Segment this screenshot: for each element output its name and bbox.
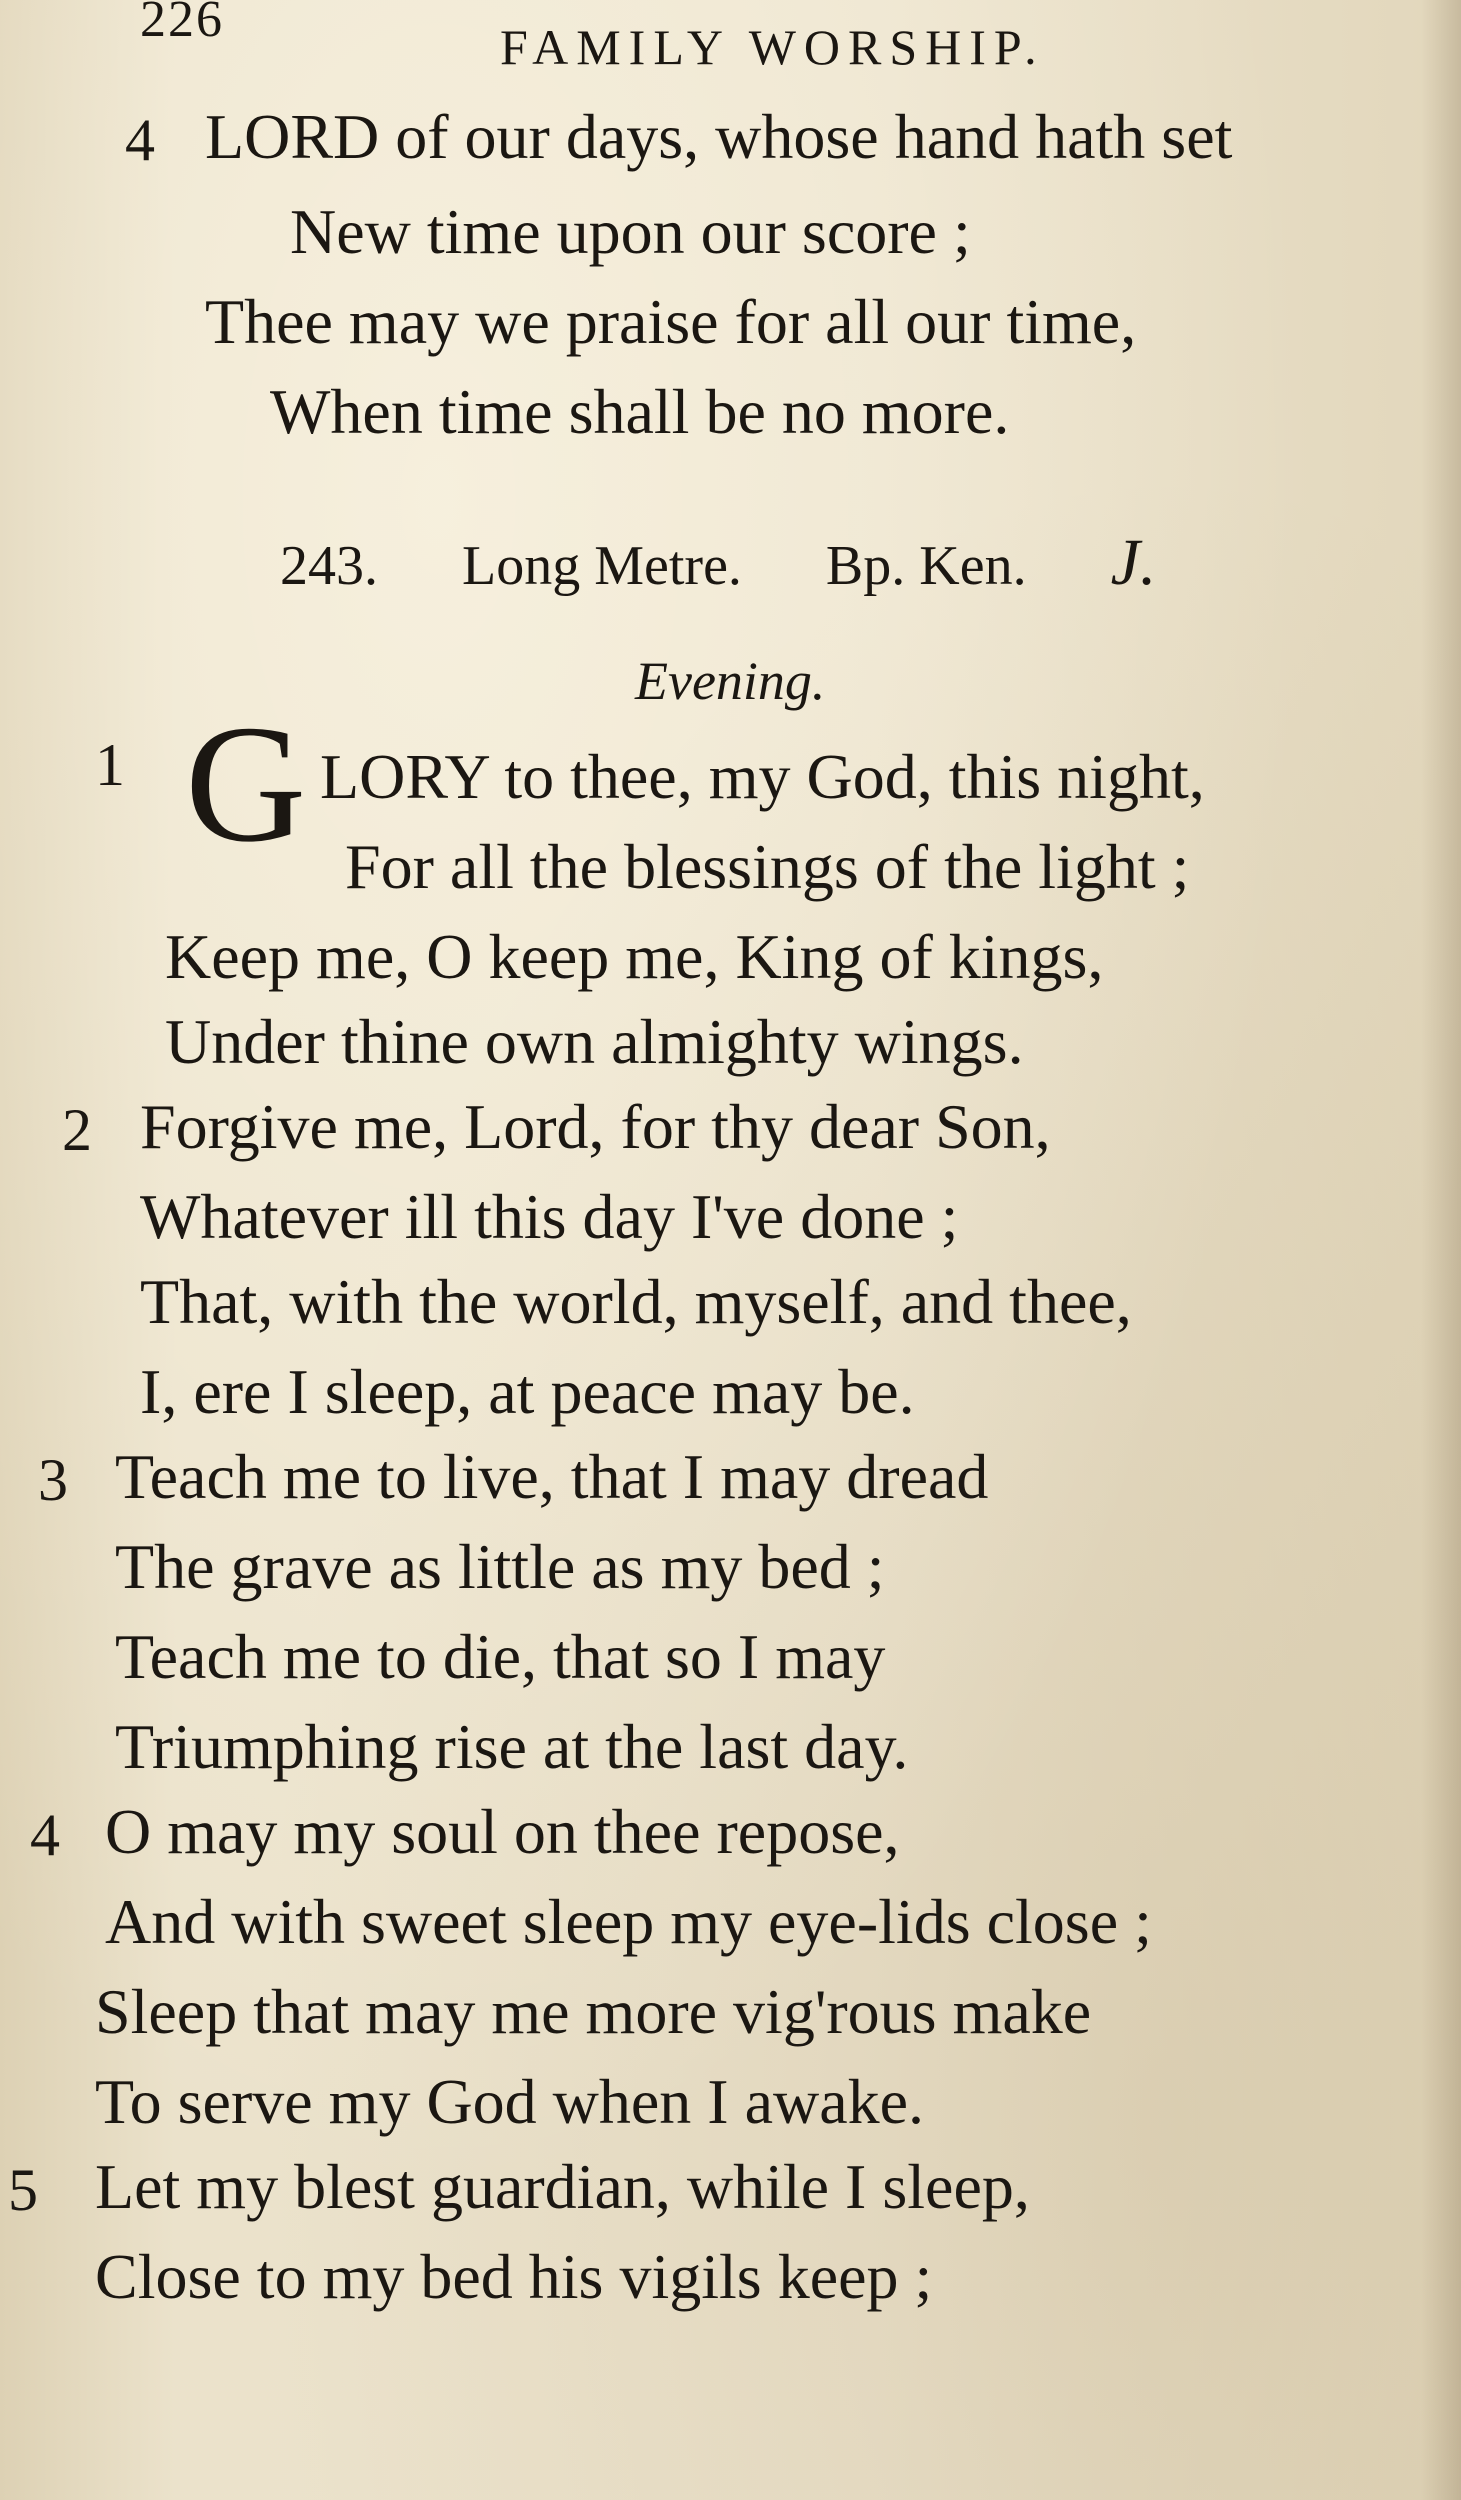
stanza-number: 2 — [62, 1097, 92, 1163]
verse-line: Teach me to die, that so I may — [115, 1621, 886, 1692]
verse-line: Triumphing rise at the last day. — [115, 1711, 909, 1782]
verse-line: Under thine own almighty wings. — [165, 1006, 1024, 1077]
stanza-number: 4 — [125, 107, 155, 173]
hymn-subtitle: Evening. — [635, 651, 826, 711]
stanza-number: 3 — [38, 1447, 68, 1513]
hymn-author: Bp. Ken. — [825, 535, 1027, 597]
verse-line: Close to my bed his vigils keep ; — [95, 2241, 933, 2312]
verse-line: O may my soul on thee repose, — [105, 1796, 900, 1867]
verse-line: Keep me, O keep me, King of kings, — [165, 921, 1104, 992]
stanza-number: 4 — [30, 1802, 60, 1868]
verse-line: New time upon our score ; — [290, 196, 971, 267]
verse-line: That, with the world, myself, and thee, — [140, 1266, 1132, 1337]
verse-line: For all the blessings of the light ; — [345, 831, 1190, 902]
verse-line: When time shall be no more. — [270, 376, 1010, 447]
verse-line: Thee may we praise for all our time, — [205, 286, 1137, 357]
verse-line: LORD of our days, whose hand hath set — [205, 101, 1233, 172]
hymn-metre: Long Metre. — [462, 535, 742, 597]
verse-line: Whatever ill this day I've done ; — [140, 1181, 959, 1252]
hymn-mark: J. — [1110, 526, 1157, 599]
verse-line: I, ere I sleep, at peace may be. — [140, 1356, 915, 1427]
drop-cap: G — [185, 691, 307, 877]
hymn-number: 243. — [280, 535, 378, 597]
page-number: 226 — [140, 0, 224, 48]
stanza-number: 1 — [95, 732, 125, 798]
verse-line: And with sweet sleep my eye-lids close ; — [105, 1886, 1152, 1957]
page-edge-shadow — [1421, 0, 1461, 2500]
hymn-heading — [280, 525, 1156, 601]
verse-line: LORY to thee, my God, this night, — [320, 741, 1205, 812]
verse-line: Let my blest guardian, while I sleep, — [95, 2151, 1030, 2222]
page-header — [130, 0, 1130, 80]
verse-line: Sleep that may me more vig'rous make — [95, 1976, 1092, 2047]
stanza-number: 5 — [8, 2157, 38, 2223]
verse-line: The grave as little as my bed ; — [115, 1531, 885, 1602]
verse-line: To serve my God when I awake. — [95, 2066, 925, 2137]
verse-line: Forgive me, Lord, for thy dear Son, — [140, 1091, 1051, 1162]
verse-line: Teach me to live, that I may dread — [115, 1441, 989, 1512]
running-head: FAMILY WORSHIP. — [500, 19, 1045, 75]
